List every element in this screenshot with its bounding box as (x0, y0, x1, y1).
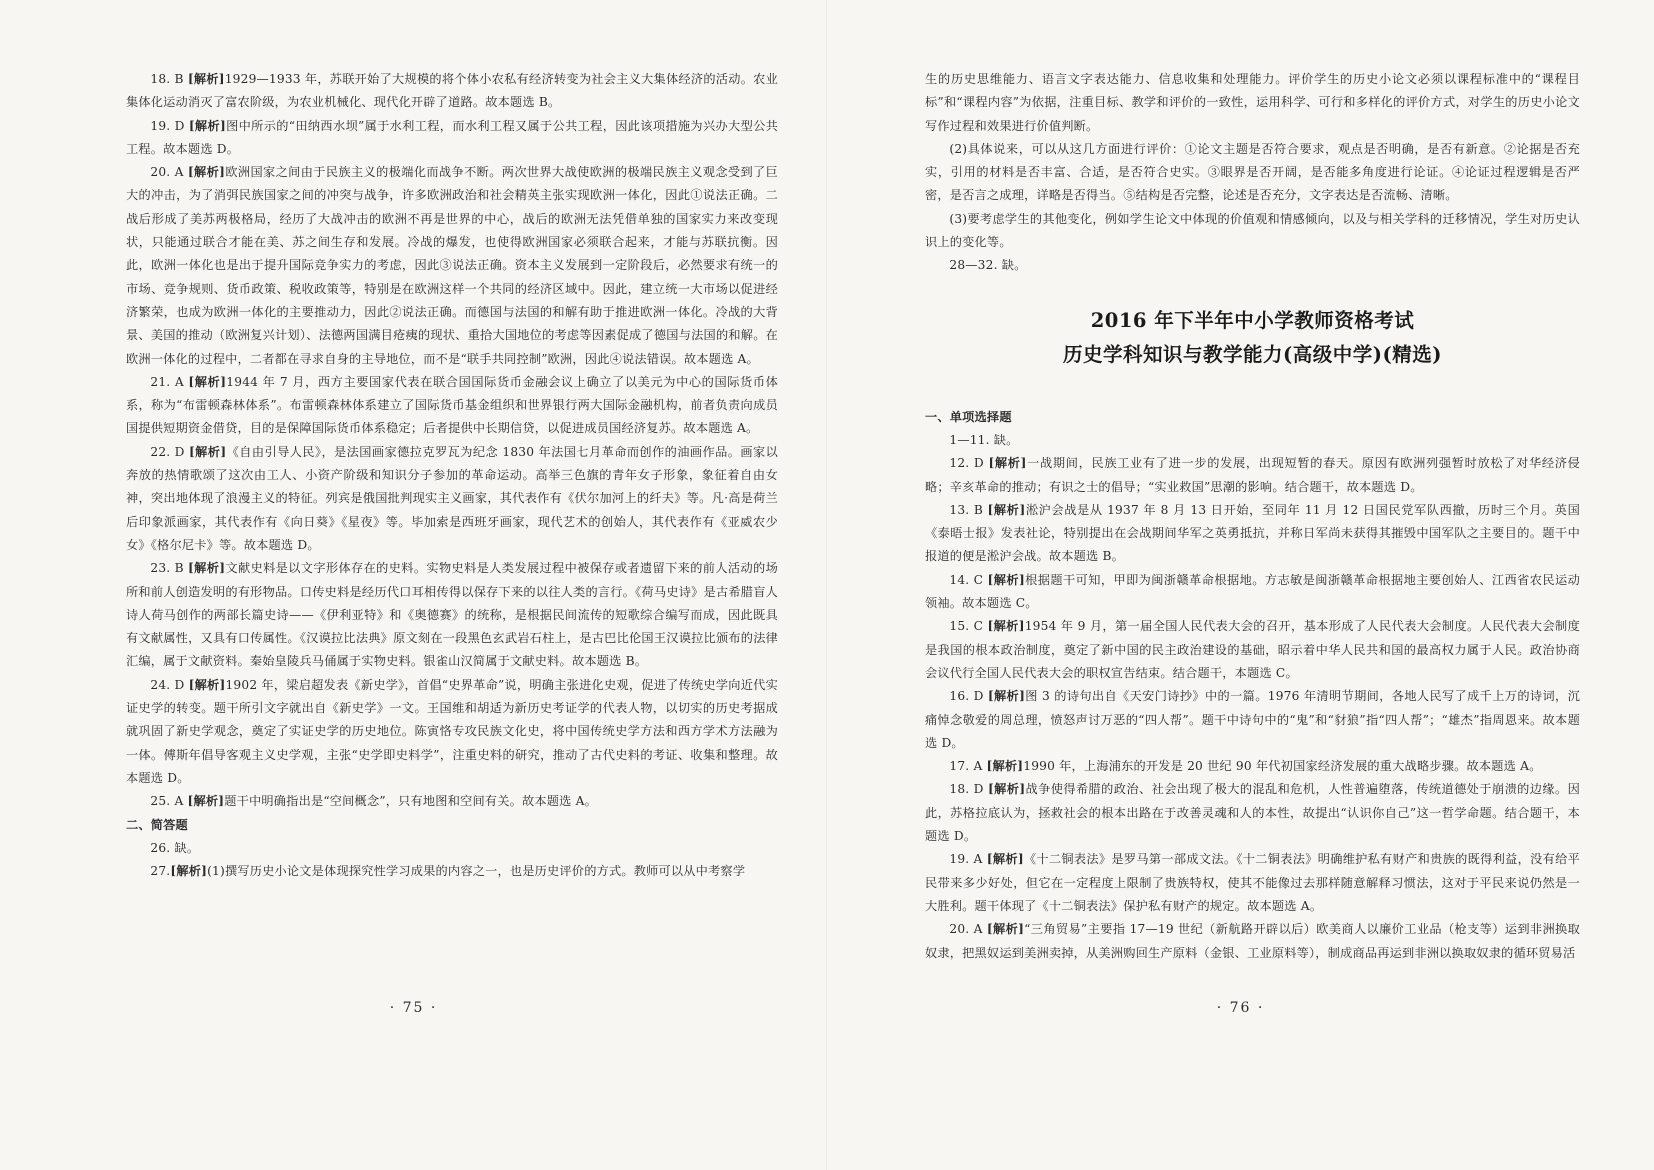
answer-18-right: 18. D [解析]战争使得希腊的政治、社会出现了极大的混乱和危机，人性普遍堕落，传统道德处于崩溃的边缘。因此，苏格拉底认为，拯救社会的根本出路在于改善灵魂和人的本性，故提出“认识你自己”这一哲学命题。结合题干，本题选 D。 (925, 782, 1580, 844)
answer-22: 22. D [解析]《自由引导人民》，是法国画家德拉克罗瓦为纪念 1830 年法国七月革命而创作的油画作品。画家以奔放的热情歌颂了这次由工人、小资产阶级和知识分子参加的革命运动。高举三色旗的青年女子形象，象征着自由女神，突出地体现了浪漫主义的特征。列宾是俄国批判现实主义画家，其代表作有《伏尔加河上的纤夫》等。凡·高是荷兰后印象派画家，其代表作有《向日葵》《星夜》等。毕加索是西班牙画家，现代艺术的创始人，其代表作有《亚威农少女》《格尔尼卡》等。故本题选 D。 (126, 444, 778, 552)
answer-21: 21. A [解析]1944 年 7 月，西方主要国家代表在联合国国际货币金融会议上确立了以美元为中心的国际货币体系，称为“布雷顿森林体系”。布雷顿森林体系建立了国际货币基金组织和世界银行两大国际金融机构，前者负责向成员国提供短期资金借贷，目的是保障国际货币体系稳定；后者提供中长期信贷，以促进成员国经济复苏。故本题选 A。 (126, 374, 778, 436)
section-heading-single-choice: 一、单项选择题 (925, 409, 1012, 424)
answer-19-right: 19. A [解析]《十二铜表法》是罗马第一部成文法。《十二铜表法》明确维护私有财产和贵族的既得利益，没有给平民带来多少好处，但它在一定程度上限制了贵族特权，使其不能像过去那样随意解释习惯法，这对于平民来说仍然是一大胜利。题干体现了《十二铜表法》保护私有财产的规定。故本题选 A。 (925, 852, 1580, 913)
answer-17: 17. A [解析]1990 年，上海浦东的开发是 20 世纪 90 年代初国家经济发展的重大战略步骤。故本题选 A。 (949, 759, 1542, 774)
right-text-column (925, 68, 1580, 965)
answer-20: 20. A [解析]欧洲国家之间由于民族主义的极端化而战争不断。两次世界大战使欧洲的极端民族主义观念受到了巨大的冲击，为了消弭民族国家之间的冲突与战争，许多欧洲政治和社会精英主张实现欧洲一体化，因此①说法正确。二战后形成了美苏两极格局，经历了大战冲击的欧洲不再是世界的中心，战后的欧洲无法凭借单独的国家实力来改变现状，只能通过联合才能在美、苏之间生存和发展。冷战的爆发，也使得欧洲国家必须联合起来，才能与苏联抗衡。因此，欧洲一体化也是出于提升国际竞争实力的考虑，因此③说法正确。资本主义发展到一定阶段后，必然要求有统一的市场、竞争规则、货币政策、税收政策等，特别是在欧洲这样一个共同的经济区域中。因此，建立统一大市场以促进经济繁荣，也成为欧洲一体化的主要推动力，因此②说法正确。而德国与法国的和解有助于推进欧洲一体化。冷战的大背景、美国的推动（欧洲复兴计划）、法德两国满目疮痍的现状、重拾大国地位的考虑等因素促成了德国与法国的和解。在欧洲一体化的过程中，二者都在寻求自身的主导地位，而不是“联手共同控制”欧洲，因此④说法错误。故本题选 A。 (126, 165, 779, 366)
page-number-right: · 76 · (1216, 1000, 1265, 1016)
answer-26: 26. 缺。 (150, 840, 200, 855)
answer-16: 16. D [解析]图 3 的诗句出自《天安门诗抄》中的一篇。1976 年清明节期间，各地人民写了成千上万的诗词，沉痛悼念敬爱的周总理，愤怒声讨万恶的“四人帮”。题干中诗句中的“鬼”和“豺狼”指“四人帮”；“雄杰”指周恩来。故本题选 D。 (925, 689, 1580, 750)
answer-27-part2: (2)具体说来，可以从这几方面进行评价：①论文主题是否符合要求，观点是否明确，是否有新意。②论据是否充实，引用的材料是否丰富、合适，是否符合史实。③眼界是否开阔，是否能多角度进行论证。④论证过程逻辑是否严密，是否言之成理，详略是否得当。⑤结构是否完整，论述是否充分，文字表达是否流畅、清晰。 (925, 141, 1580, 203)
answer-24: 24. D [解析]1902 年，梁启超发表《新史学》，首倡“史界革命”说，明确主张进化史观，促进了传统史学向近代实证史学的转变。题干所引文字就出自《新史学》一文。王国维和胡适为新历史考证学的代表人物，以切实的历史考据成就巩固了新史学观念，奠定了实证史学的历史地位。陈寅恪专攻民族文化史，将中国传统史学方法和西方学术方法融为一体。傅斯年倡导客观主义史学观，主张“史学即史料学”，注重史料的研究，推动了古代史料的考证、收集和整理。故本题选 D。 (126, 677, 778, 785)
answer-13: 13. B [解析]淞沪会战是从 1937 年 8 月 13 日开始，至同年 11 月 12 日国民党军队西撤，历时三个月。英国《泰晤士报》发表社论，特别提出在会战期间华军之英勇抵抗，并称日军尚未获得其摧毁中国军队之主要目的。题干中报道的便是淞沪会战。故本题选 B。 (925, 502, 1580, 564)
exam-title (925, 304, 1580, 372)
answer-12: 12. D [解析]一战期间，民族工业有了进一步的发展，出现短暂的春天。原因有欧洲列强暂时放松了对华经济侵略；辛亥革命的推动；有识之士的倡导；“实业救国”思潮的影响。结合题干，故本题选 D。 (925, 456, 1580, 494)
answer-19: 19. D [解析]图中所示的“田纳西水坝”属于水利工程，而水利工程又属于公共工程，因此该项措施为兴办大型公共工程。故本题选 D。 (126, 118, 779, 156)
section-heading-short-answer: 二、简答题 (126, 817, 188, 832)
answer-15: 15. C [解析]1954 年 9 月，第一届全国人民代表大会的召开，基本形成了人民代表大会制度。人民代表大会制度是我国的根本政治制度，奠定了新中国的民主政治建设的基础，昭示着中华人民共和国的最高权力属于人民。政治协商会议代行全国人民代表大会的职权宣告结束。结合题干，本题选 C。 (925, 619, 1580, 680)
answer-18: 18. B [解析]1929—1933 年，苏联开始了大规模的将个体小农私有经济转变为社会主义大集体经济的活动。农业集体化运动消灭了富农阶级，为农业机械化、现代化开辟了道路。故本题选 B。 (126, 72, 778, 110)
answer-27-continued: 生的历史思维能力、语言文字表达能力、信息收集和处理能力。评价学生的历史小论文必须以课程标准中的“课程目标”和“课程内容”为依据，注重目标、教学和评价的一致性，运用科学、可行和多样化的评价方式，对学生的历史小论文写作过程和效果进行价值判断。 (925, 72, 1580, 133)
exam-title-line1: 2016 年下半年中小学教师资格考试 (1090, 308, 1415, 332)
answer-27-part3: (3)要考虑学生的其他变化，例如学生论文中体现的价值观和情感倾向，以及与相关学科的迁移情况，学生对历史认识上的变化等。 (925, 211, 1580, 250)
left-text-column (126, 68, 778, 883)
answer-27: 27.[解析](1)撰写历史小论文是体现探究性学习成果的内容之一，也是历史评价的方式。教师可以从中考察学 (150, 864, 746, 879)
exam-title-line2: 历史学科知识与教学能力(高级中学)(精选) (1063, 342, 1442, 366)
answer-28-32: 28—32. 缺。 (949, 258, 1027, 273)
right-page (827, 0, 1654, 1170)
answer-25: 25. A [解析]题干中明确指出是“空间概念”，只有地图和空间有关。故本题选 A。 (150, 794, 598, 809)
answer-1-11: 1—11. 缺。 (949, 432, 1019, 447)
answer-20-right: 20. A [解析]“三角贸易”主要指 17—19 世纪（新航路开辟以后）欧美商人以廉价工业品（枪支等）运到非洲换取奴隶，把黑奴运到美洲卖掉，从美洲购回生产原料（金银、工业原料等），制成商品再运到非洲以换取奴隶的循环贸易活 (925, 922, 1581, 960)
page-number-left: · 75 · (389, 1000, 438, 1016)
answer-23: 23. B [解析]文献史料是以文字形体存在的史料。实物史料是人类发展过程中被保存或者遗留下来的前人活动的场所和前人创造发明的有形物品。口传史料是经历代口耳相传得以保存下来的以往人类的言行。《荷马史诗》是古希腊盲人诗人荷马创作的两部长篇史诗——《伊利亚特》和《奥德赛》的统称，是根据民间流传的短歌综合编写而成，因此既具有文献属性，又具有口传属性。《汉谟拉比法典》原文刻在一段黑色玄武岩石柱上，是古巴比伦国王汉谟拉比颁布的法律汇编，属于文献资料。秦始皇陵兵马俑属于实物史料。银雀山汉简属于文献史料。故本题选 B。 (126, 561, 778, 669)
answer-14: 14. C [解析]根据题干可知，甲即为闽浙赣革命根据地。方志敏是闽浙赣革命根据地主要创始人、江西省农民运动领袖。故本题选 C。 (925, 572, 1580, 611)
